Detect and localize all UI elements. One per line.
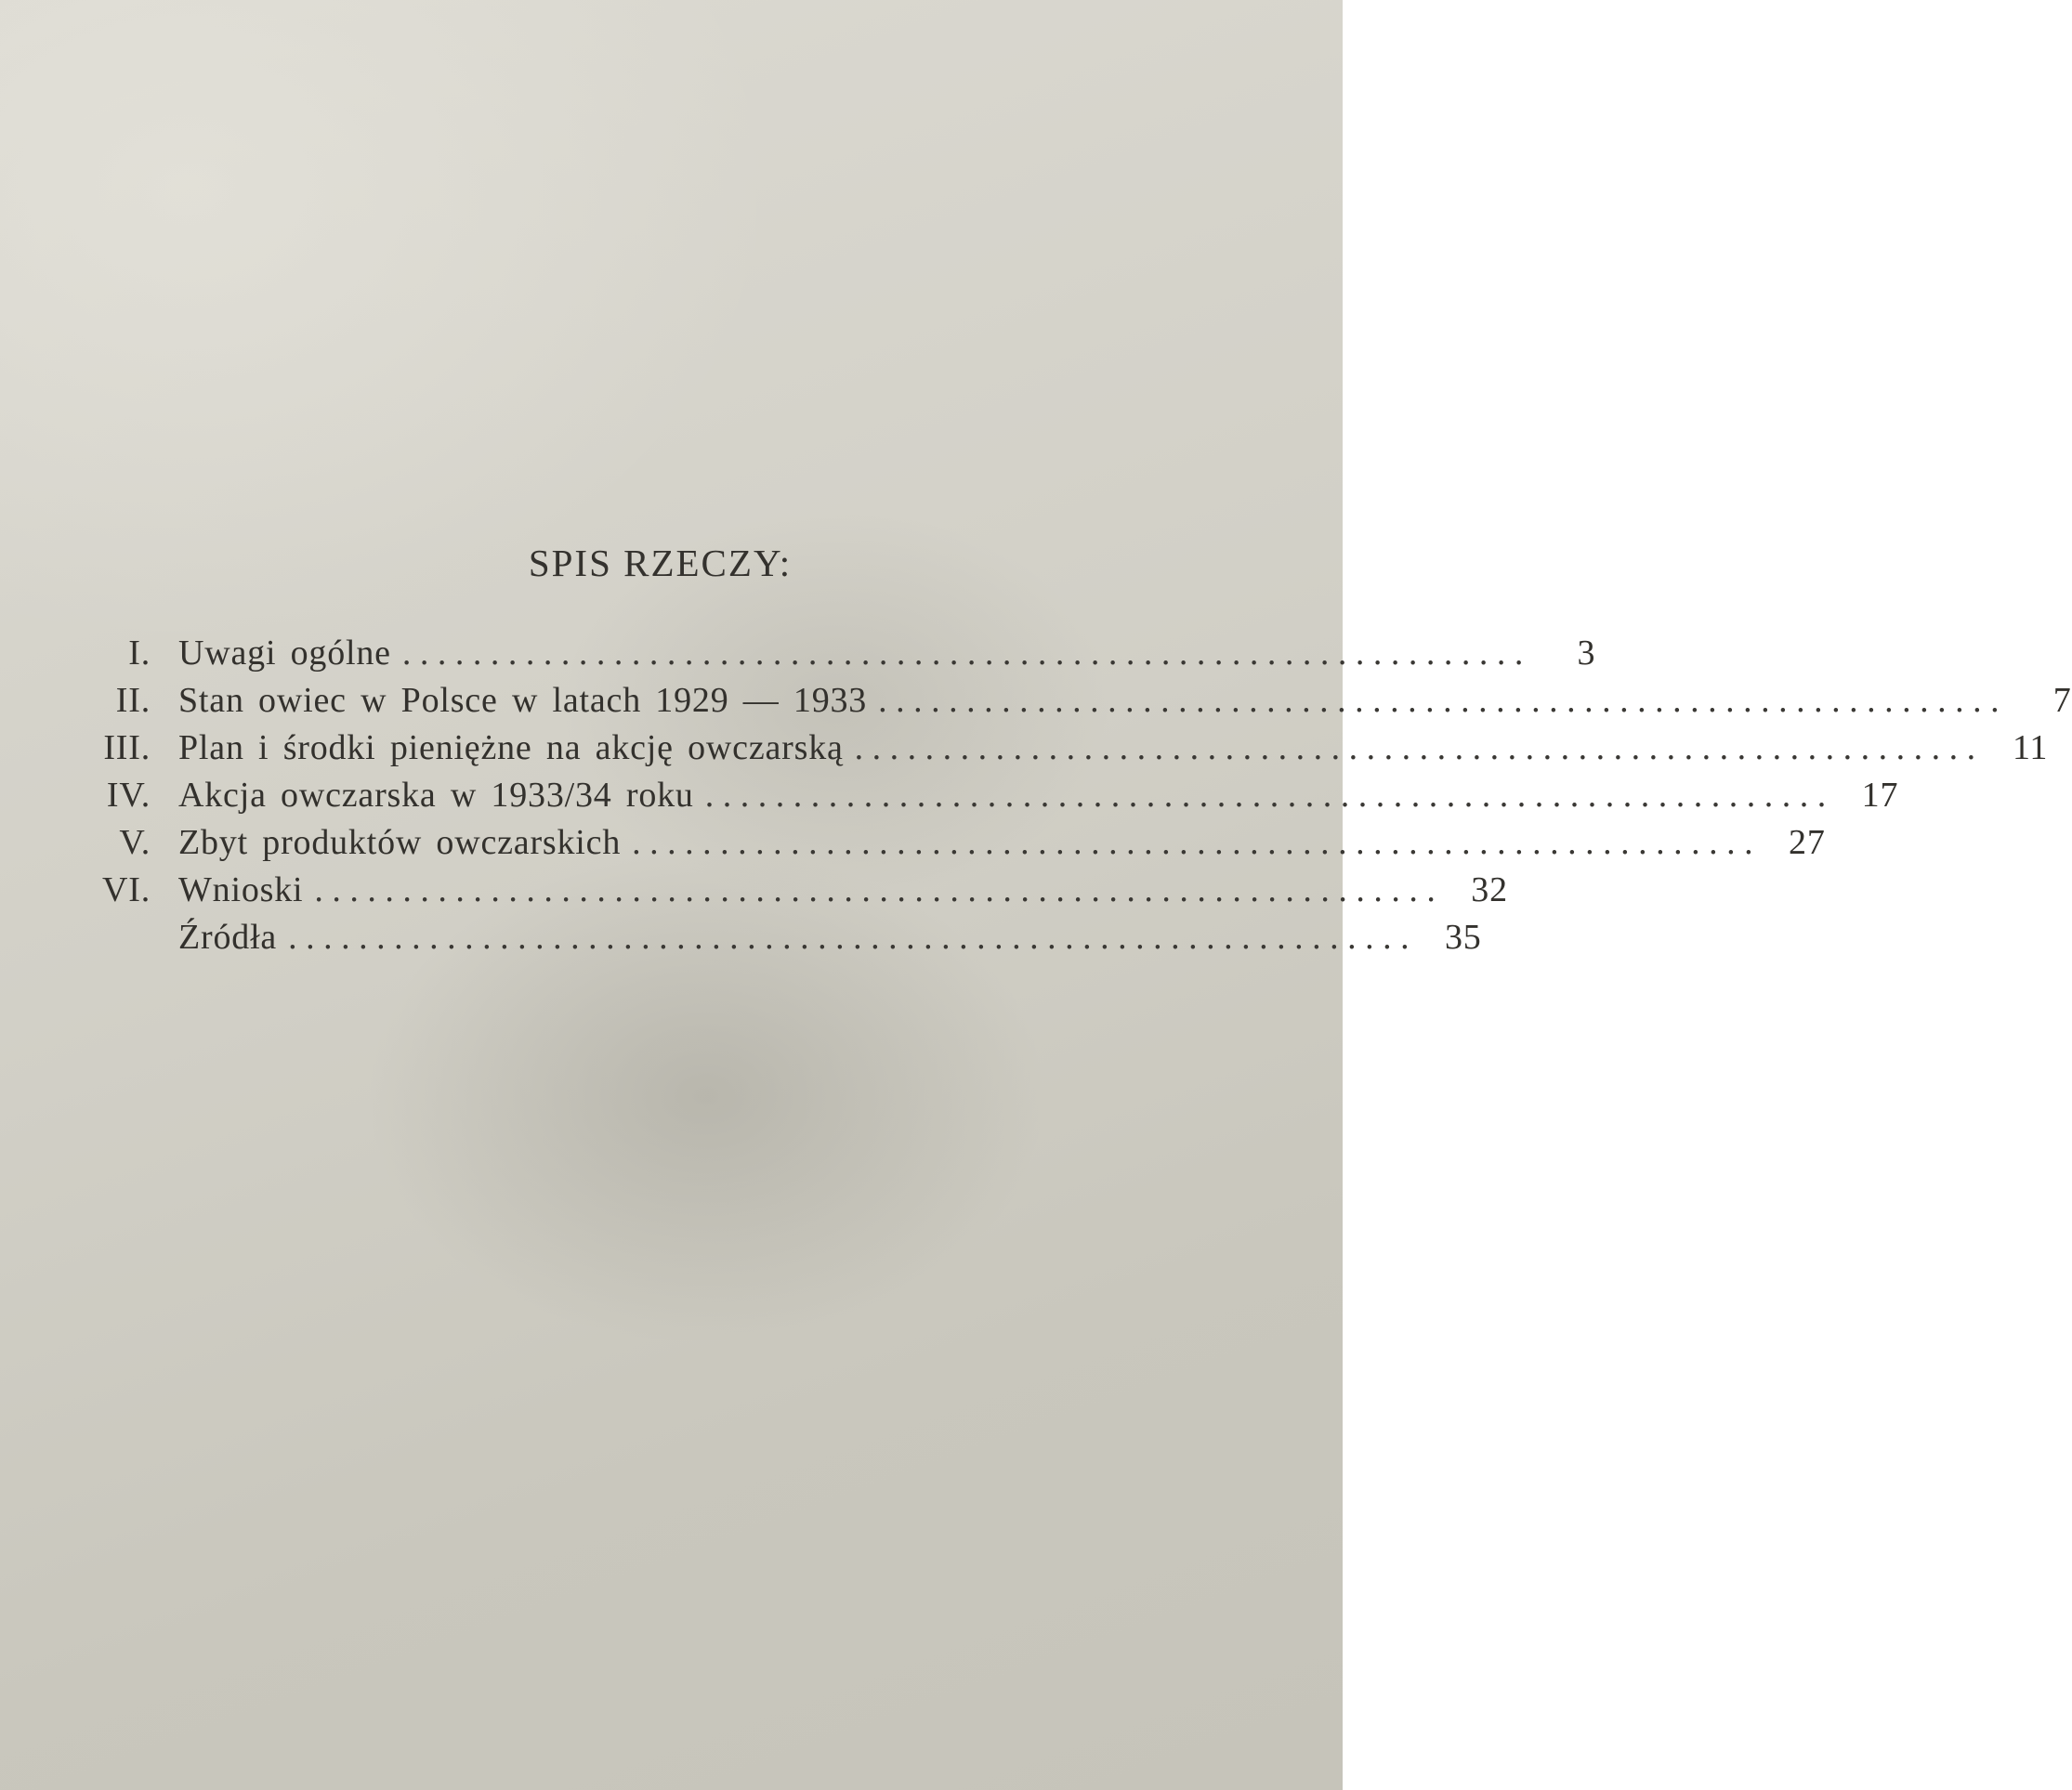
toc-page-number: 35	[1444, 918, 1482, 957]
dot-leader: . . . . . . . . . . . . . . . . . . . . . . . . . . . . . . . . . . . . . . . . . . . . . . . . . . . . . . . . . . . . . . . .	[401, 634, 1524, 673]
toc-numeral: III.	[103, 728, 151, 767]
toc-title: Wnioski	[178, 870, 304, 909]
toc-entry-2	[65, 677, 2072, 725]
toc-page-number: 3	[1577, 634, 1596, 673]
toc-numeral: I.	[128, 634, 151, 673]
toc-entry-4	[65, 772, 1899, 819]
toc-numeral: IV.	[106, 776, 151, 815]
page-title-text: SPIS RZECZY:	[528, 542, 793, 584]
toc-title: Zbyt produktów owczarskich	[178, 823, 622, 862]
dot-leader: . . . . . . . . . . . . . . . . . . . . . . . . . . . . . . . . . . . . . . . . . . . . . . . . . . . . . . . . . . . . . . . .	[288, 918, 1410, 957]
toc-entry-1	[65, 630, 1596, 677]
toc-numeral: V.	[119, 823, 151, 862]
toc-title: Plan i środki pieniężne na akcję owczarską	[178, 728, 844, 767]
toc-numeral: II.	[115, 681, 151, 720]
dot-leader: . . . . . . . . . . . . . . . . . . . . . . . . . . . . . . . . . . . . . . . . . . . . . . . . . . . . . . . . . . . . . . . .	[704, 776, 1827, 815]
toc-title: Akcja owczarska w 1933/34 roku	[178, 776, 694, 815]
dot-leader: . . . . . . . . . . . . . . . . . . . . . . . . . . . . . . . . . . . . . . . . . . . . . . . . . . . . . . . . . . . . . . . .	[854, 728, 1976, 767]
toc-title: Źródła	[178, 918, 278, 957]
toc-entry-6	[65, 867, 1508, 914]
toc-numeral: VI.	[102, 870, 151, 909]
dot-leader: . . . . . . . . . . . . . . . . . . . . . . . . . . . . . . . . . . . . . . . . . . . . . . . . . . . . . . . . . . . . . . . .	[878, 681, 2000, 720]
toc-page-number: 7	[2052, 681, 2072, 720]
table-of-contents	[65, 630, 2072, 961]
toc-page-number: 32	[1471, 870, 1508, 909]
dot-leader: . . . . . . . . . . . . . . . . . . . . . . . . . . . . . . . . . . . . . . . . . . . . . . . . . . . . . . . . . . . . . . . .	[314, 870, 1436, 909]
dot-leader: . . . . . . . . . . . . . . . . . . . . . . . . . . . . . . . . . . . . . . . . . . . . . . . . . . . . . . . . . . . . . . . .	[632, 823, 1753, 862]
toc-page-number: 17	[1861, 776, 1899, 815]
toc-entry-5	[65, 819, 1826, 867]
toc-title: Uwagi ogólne	[178, 634, 391, 673]
toc-entry-3	[65, 725, 2049, 772]
toc-entry-7	[65, 914, 1482, 961]
toc-page-number: 11	[2012, 728, 2049, 767]
toc-page-number: 27	[1789, 823, 1826, 862]
toc-title: Stan owiec w Polsce w latach 1929 — 1933	[178, 681, 868, 720]
page-title	[0, 541, 1343, 585]
